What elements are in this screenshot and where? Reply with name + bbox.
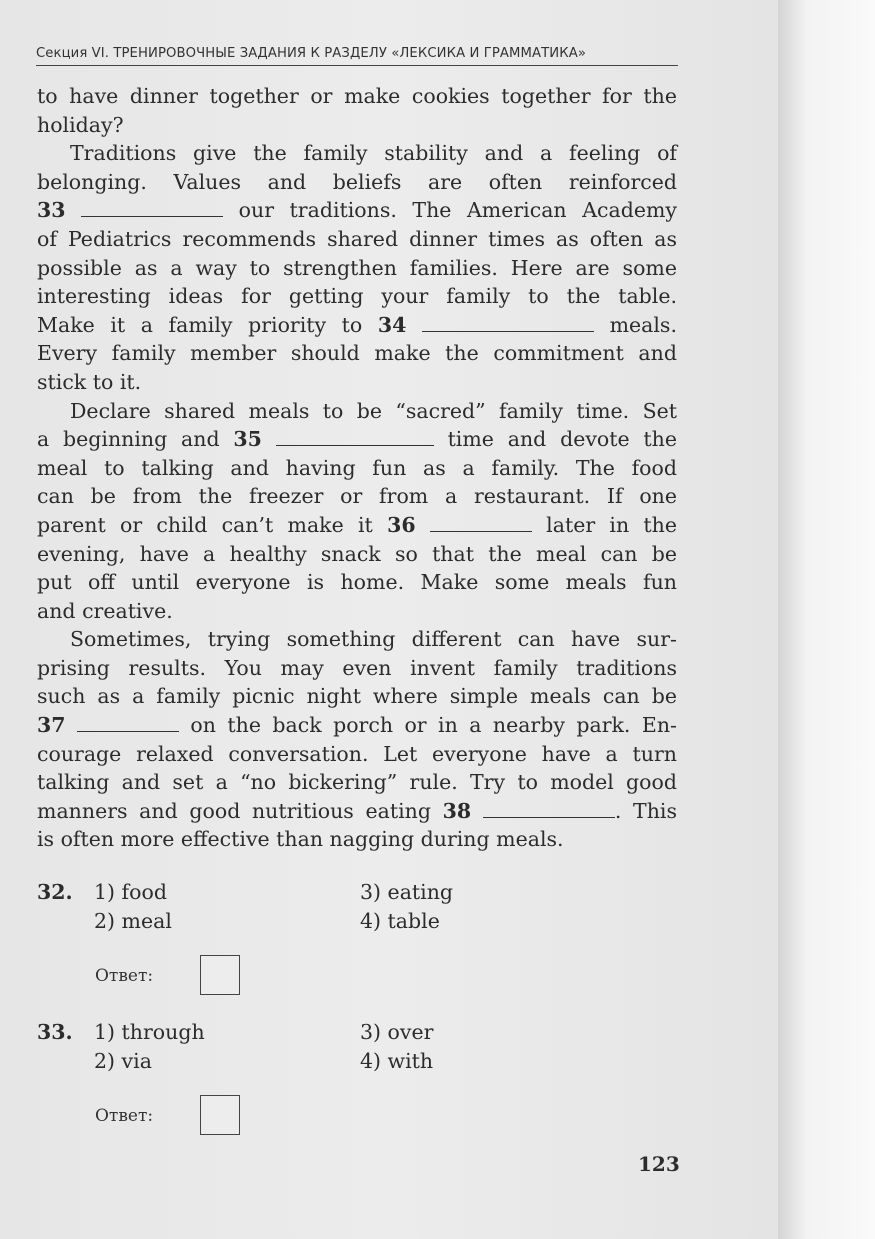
gap-blank-38[interactable] — [483, 799, 615, 818]
question-number: 33. — [37, 1020, 73, 1044]
text-line: interesting ideas for getting your family to the table. — [37, 284, 677, 309]
text-line: holiday? — [37, 112, 124, 137]
text-line: prising results. You may even invent family traditions — [37, 655, 677, 680]
gap-blank-35[interactable] — [276, 427, 434, 446]
option: 2) via — [94, 1049, 152, 1073]
answer-label: Ответ: — [95, 1106, 154, 1126]
page-number: 123 — [638, 1152, 680, 1176]
text-line: Declare shared meals to be “sacred” family time. Set — [70, 398, 677, 423]
text-fragment: . This — [614, 798, 677, 823]
text-fragment: time and devote the — [447, 427, 677, 452]
gap-number-38: 38 — [442, 798, 472, 823]
text-fragment: Make it a family priority to — [37, 312, 363, 337]
text-line: and creative. — [37, 598, 173, 623]
gap-number-37: 37 — [37, 713, 66, 738]
text-fragment: a beginning and — [37, 427, 220, 452]
text-fragment: our traditions. The American Academy — [238, 198, 677, 223]
text-line: of Pediatrics recommends shared dinner times as often as — [37, 226, 677, 251]
text-line: talking and set a “no bickering” rule. Try to model good — [37, 770, 677, 795]
option: 4) table — [360, 909, 440, 933]
text-line: meal to talking and having fun as a family. The food — [37, 455, 677, 480]
text-line: such as a family picnic night where simple meals can be — [37, 684, 677, 709]
option: 3) eating — [360, 880, 454, 904]
text-line: can be from the freezer or from a restaurant. If one — [37, 484, 677, 509]
text-line: possible as a way to strengthen families. Here are some — [37, 255, 677, 280]
gap-blank-37[interactable] — [77, 713, 179, 732]
answer-box-32[interactable] — [200, 955, 240, 995]
text-line: Sometimes, trying something different can have sur- — [70, 627, 677, 652]
gap-number-36: 36 — [387, 512, 416, 537]
text-line: Traditions give the family stability and a feeling of — [70, 141, 677, 166]
answer-label: Ответ: — [95, 966, 154, 986]
text-line: put off until everyone is home. Make some meals fun — [37, 570, 677, 595]
gap-number-33: 33 — [37, 198, 66, 223]
text-fragment: meals. — [609, 312, 677, 337]
text-line: to have dinner together or make cookies together for the — [37, 84, 677, 108]
text-line — [37, 797, 677, 826]
page-edge — [778, 0, 875, 1239]
text-fragment: later in the — [546, 512, 677, 537]
text-line: evening, have a healthy snack so that the meal can be — [37, 541, 677, 566]
text-line — [37, 511, 677, 540]
text-line: Every family member should make the commitment and — [37, 341, 677, 366]
option: 1) through — [94, 1020, 205, 1044]
gap-blank-34[interactable] — [422, 313, 594, 332]
option: 1) food — [94, 880, 167, 904]
question-number: 32. — [37, 880, 73, 904]
gap-number-35: 35 — [233, 427, 262, 452]
reading-passage — [37, 82, 677, 854]
text-line — [37, 711, 677, 740]
option: 2) meal — [94, 909, 172, 933]
text-line: courage relaxed conversation. Let everyone have a turn — [37, 741, 677, 766]
gap-blank-36[interactable] — [430, 513, 532, 532]
text-line: stick to it. — [37, 369, 142, 394]
text-fragment: parent or child can’t make it — [37, 512, 373, 537]
option: 3) over — [360, 1020, 434, 1044]
text-line: is often more effective than nagging during meals. — [37, 827, 564, 852]
text-line — [37, 196, 677, 225]
text-fragment: manners and good nutritious eating — [37, 798, 431, 823]
text-fragment: on the back porch or in a nearby park. En- — [190, 713, 677, 738]
gap-blank-33[interactable] — [81, 198, 223, 217]
text-line — [37, 425, 677, 454]
text-line: belonging. Values and beliefs are often reinforced — [37, 169, 677, 194]
section-header: Секция VI. ТРЕНИРОВОЧНЫЕ ЗАДАНИЯ К РАЗДЕЛУ «ЛЕКСИКА И ГРАММАТИКА» — [36, 46, 678, 66]
text-line — [37, 311, 677, 340]
gap-number-34: 34 — [377, 312, 407, 337]
option: 4) with — [360, 1049, 434, 1073]
answer-box-33[interactable] — [200, 1095, 240, 1135]
